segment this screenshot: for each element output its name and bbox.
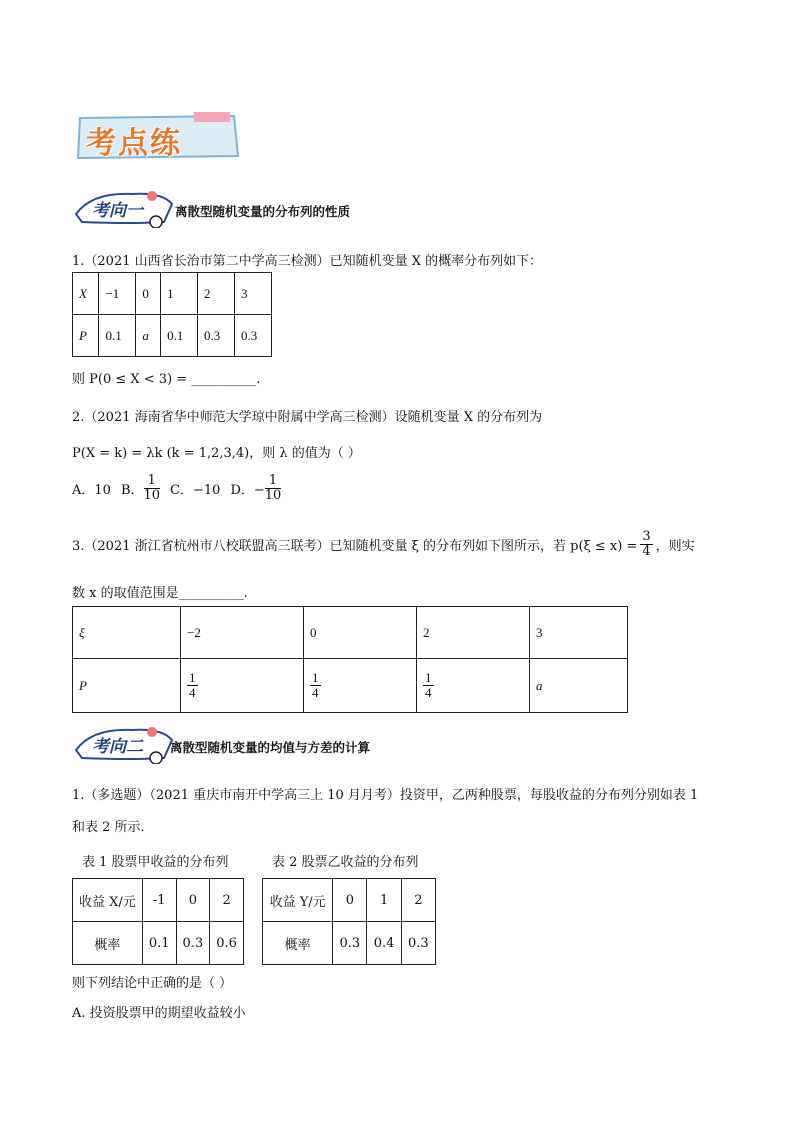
table-cell: 1 — [367, 879, 401, 922]
section-badge-1 — [72, 186, 176, 228]
fraction-denominator: 4 — [425, 685, 432, 700]
question-1-3-text2: 数 x 的取值范围是__________. — [72, 586, 248, 601]
question-2-1-text2: 和表 2 所示． — [72, 820, 154, 835]
badge-label: 考向二 — [92, 737, 143, 757]
table-cell: 概率 — [73, 922, 143, 965]
fraction-numerator: 1 — [189, 669, 196, 685]
option-a: A．10 — [72, 483, 111, 499]
distribution-table-2 — [72, 606, 628, 713]
table-cell: 0.4 — [367, 922, 401, 965]
table-cell: a — [136, 315, 161, 357]
fraction-numerator: 3 — [642, 529, 651, 544]
distribution-table-1 — [72, 272, 272, 357]
table-cell: 0 — [333, 879, 367, 922]
table-cell: 0.3 — [333, 922, 367, 965]
option-a: A. 投资股票甲的期望收益较小 — [72, 1006, 246, 1021]
table-cell: 0 — [176, 879, 210, 922]
table-cell: 0.6 — [210, 922, 244, 965]
fraction — [144, 474, 161, 504]
fraction-denominator: 4 — [642, 544, 651, 560]
fraction — [265, 474, 282, 504]
table-caption-1: 表 1 股票甲收益的分布列 — [82, 855, 229, 870]
section-title-2: 离散型随机变量的均值与方差的计算 — [170, 740, 371, 755]
table-cell: ξ — [73, 607, 181, 659]
fraction-denominator: 10 — [264, 488, 282, 504]
table-cell: 0.1 — [99, 315, 136, 357]
fraction-denominator: 4 — [312, 685, 319, 700]
table-cell: 0.1 — [161, 315, 198, 357]
fraction — [310, 671, 321, 701]
fraction — [640, 530, 652, 560]
table-cell: 3 — [530, 607, 628, 659]
table-cell: 2 — [417, 607, 530, 659]
table-cell: 0.3 — [176, 922, 210, 965]
option-c: C．−10 — [170, 483, 221, 499]
stock-b-table — [262, 878, 436, 965]
fraction-denominator: 4 — [189, 685, 196, 700]
question-1-3-text — [72, 530, 695, 560]
question-1-1-tail: 则 P(0 ≤ X < 3) = __________. — [72, 372, 261, 387]
fraction-denominator: 10 — [143, 488, 161, 504]
table-caption-2: 表 2 股票乙收益的分布列 — [272, 855, 419, 870]
table-cell: 1 — [161, 273, 198, 315]
question-2-1-tail: 则下列结论中正确的是（ ） — [72, 976, 233, 991]
table-cell: 0.3 — [401, 922, 435, 965]
question-1-2-options — [72, 474, 281, 504]
option-d-label: D．− — [230, 483, 265, 499]
table-cell: 0 — [136, 273, 161, 315]
table-cell — [417, 659, 530, 713]
stock-a-table — [72, 878, 244, 965]
option-b — [121, 474, 160, 504]
table-cell: X — [73, 273, 99, 315]
question-2-1-text1: 1.（多选题）（2021 重庆市南开中学高三上 10 月月考）投资甲，乙两种股票，每股收益的分布列分别如表 1 — [72, 788, 699, 803]
table-cell: 概率 — [263, 922, 333, 965]
question-text: 3.（2021 浙江省杭州市八校联盟高三联考）已知随机变量 ξ 的分布列如下图所示，若 p(ξ ≤ x) = — [72, 539, 638, 555]
badge-label: 考向一 — [92, 201, 143, 221]
table-cell — [181, 659, 304, 713]
section-title-1: 离散型随机变量的分布列的性质 — [175, 204, 351, 219]
table-cell: 2 — [401, 879, 435, 922]
fraction — [187, 671, 198, 701]
section-badge-2 — [72, 722, 176, 764]
banner — [74, 112, 240, 160]
option-d — [230, 474, 281, 504]
table-cell: a — [530, 659, 628, 713]
table-cell: 0.3 — [234, 315, 271, 357]
question-text: ，则实 — [655, 539, 695, 555]
fraction-numerator: 1 — [144, 474, 161, 489]
banner-title: 考点练 — [86, 126, 182, 161]
option-b-label: B． — [120, 483, 144, 499]
table-cell: 收益 Y/元 — [263, 879, 333, 922]
table-cell: 0.1 — [142, 922, 176, 965]
fraction — [423, 671, 434, 701]
table-cell: 2 — [210, 879, 244, 922]
table-cell: -1 — [142, 879, 176, 922]
table-cell: −1 — [99, 273, 136, 315]
table-cell: 2 — [198, 273, 235, 315]
question-1-2-formula: P(X = k) = λk (k = 1,2,3,4)，则 λ 的值为（ ） — [72, 446, 361, 461]
table-cell — [304, 659, 417, 713]
table-cell: −2 — [181, 607, 304, 659]
table-cell: P — [73, 315, 99, 357]
table-cell: 收益 X/元 — [73, 879, 143, 922]
fraction-numerator: 1 — [425, 669, 432, 685]
table-cell: 3 — [234, 273, 271, 315]
question-1-2-text: 2.（2021 海南省华中师范大学琼中附属中学高三检测）设随机变量 X 的分布列为 — [72, 410, 543, 425]
fraction-numerator: 1 — [265, 474, 282, 489]
fraction-numerator: 1 — [312, 669, 319, 685]
table-cell: 0.3 — [198, 315, 235, 357]
table-cell: 0 — [304, 607, 417, 659]
table-cell: P — [73, 659, 181, 713]
question-1-1-text: 1.（2021 山西省长治市第二中学高三检测）已知随机变量 X 的概率分布列如下： — [72, 254, 543, 269]
